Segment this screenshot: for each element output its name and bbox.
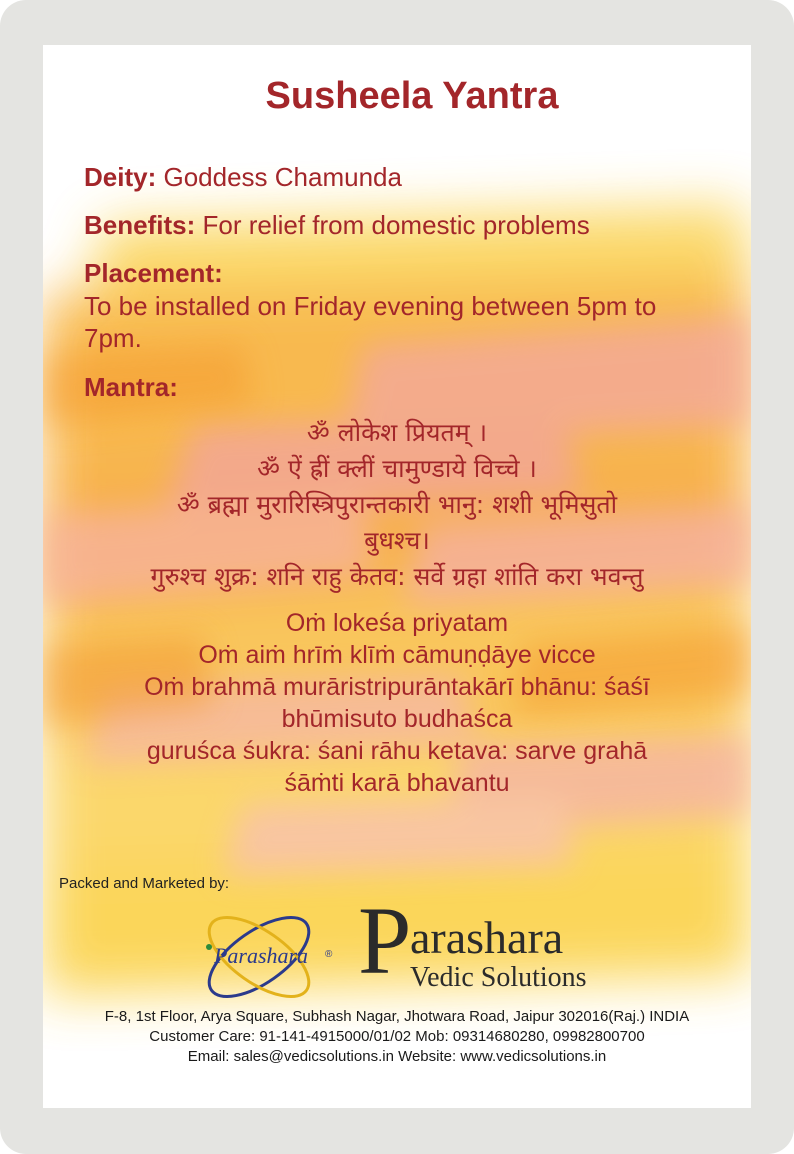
deity-value: Goddess Chamunda bbox=[163, 162, 402, 192]
benefits-label: Benefits: bbox=[84, 210, 196, 240]
mantra-line: ॐ लोकेश प्रियतम् । bbox=[306, 418, 488, 447]
footer-care: Customer Care: 91-141-4915000/01/02 Mob: 09314680280, 09982800700 bbox=[149, 1028, 645, 1045]
deity-row bbox=[84, 161, 724, 193]
registered-mark: ® bbox=[325, 949, 333, 960]
page-title: Susheela Yantra bbox=[265, 75, 559, 117]
footer-email-web: Email: sales@vedicsolutions.in Website: www.vedicsolutions.in bbox=[187, 1048, 607, 1065]
footer-contact bbox=[43, 1007, 751, 1067]
parashara-orbit-logo-icon bbox=[199, 907, 339, 1007]
mantra-label: Mantra: bbox=[84, 372, 178, 402]
benefits-row bbox=[84, 209, 724, 241]
mantra-transliteration bbox=[63, 607, 731, 799]
placement-line: 7pm. bbox=[84, 323, 142, 353]
translit-line: guruśca śukra: śani rāhu ketava: sarve grahā bbox=[146, 737, 648, 765]
mantra-line: गुरुश्च शुक्र: शनि राहु केतव: सर्वे ग्रहा शांति करा भवन्तु bbox=[150, 562, 644, 591]
mantra-line: ॐ ऐं ह्रीं क्लीं चामुण्डाये विच्चे । bbox=[257, 454, 537, 483]
packed-label: Packed and Marketed by: bbox=[59, 875, 230, 892]
benefits-value: For relief from domestic problems bbox=[202, 210, 590, 240]
brand-initial: P bbox=[358, 887, 412, 994]
yantra-card bbox=[43, 45, 751, 1108]
placement-text bbox=[84, 290, 724, 354]
card-content bbox=[43, 45, 751, 1108]
footer-address: F-8, 1st Floor, Arya Square, Subhash Nagar, Jhotwara Road, Jaipur 302016(Raj.) INDIA bbox=[104, 1008, 690, 1025]
translit-line: Oṁ aiṁ hrīṁ klīṁ cāmuṇḍāye vicce bbox=[198, 641, 596, 669]
translit-line: śāṁti karā bhavantu bbox=[284, 769, 510, 797]
mantra-line: ॐ ब्रह्मा मुरारिस्त्रिपुरान्तकारी भानु: शशी भूमिसुतो bbox=[176, 490, 618, 519]
placement-line: To be installed on Friday evening between 5pm to bbox=[84, 291, 657, 321]
placement-label bbox=[84, 257, 724, 289]
brand-subtitle: Vedic Solutions bbox=[410, 962, 587, 993]
translit-line: Oṁ brahmā murāristripurāntakārī bhānu: śaśī bbox=[144, 673, 650, 701]
deity-label: Deity: bbox=[84, 162, 157, 192]
brand-name: arashara bbox=[410, 912, 564, 963]
placement-label-text: Placement: bbox=[84, 258, 223, 288]
mantra-devanagari bbox=[63, 415, 731, 595]
translit-line: bhūmisuto budhaśca bbox=[281, 705, 513, 733]
logo-mark-text: Parashara bbox=[213, 943, 309, 968]
translit-line: Oṁ lokeśa priyatam bbox=[285, 609, 509, 637]
mantra-line: बुधश्च। bbox=[364, 526, 430, 555]
